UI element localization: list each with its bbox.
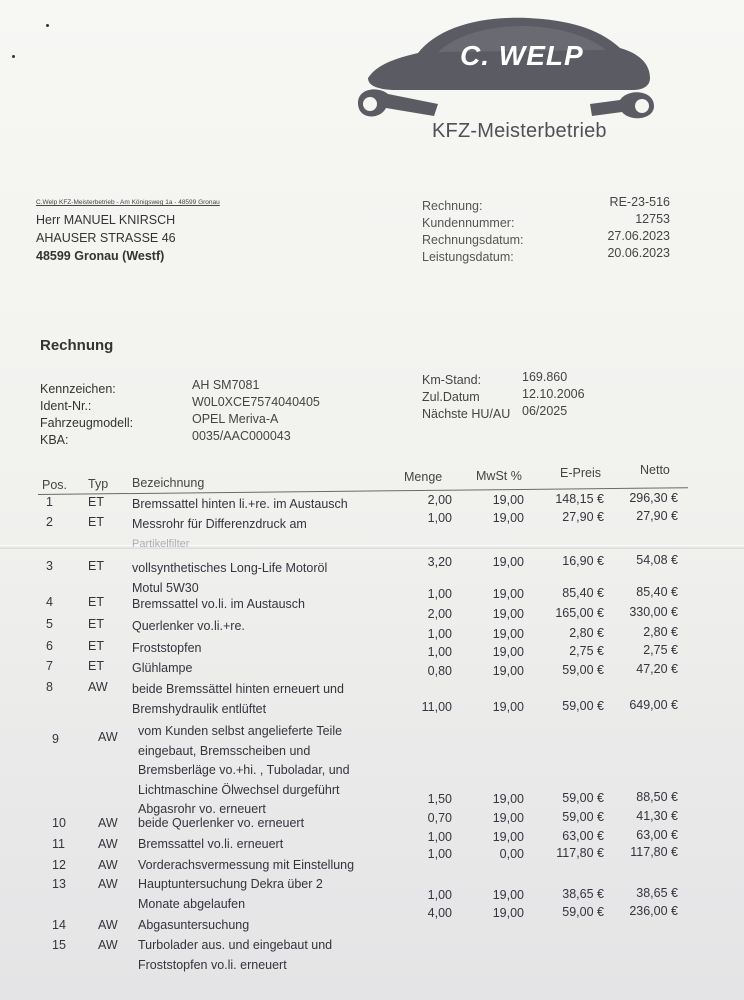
sender-address-line: C.Welp KFZ-Meisterbetrieb - Am Königsweg 1a - 48599 Gronau <box>36 199 220 206</box>
cell-netto: 27,90 € <box>636 509 678 523</box>
cell-typ: ET <box>88 617 104 631</box>
cell-menge: 0,80 <box>427 664 452 678</box>
cell-netto: 296,30 € <box>629 491 678 505</box>
desc-line: Bremshydraulik entlüftet <box>132 701 267 716</box>
invoice-date-value: 27.06.2023 <box>607 229 670 243</box>
desc-line: Partikelfilter <box>132 537 190 550</box>
cell-desc <box>138 814 304 834</box>
desc-line: Abgasuntersuchung <box>138 918 250 932</box>
cell-epreis: 59,00 € <box>562 791 604 805</box>
cell-netto: 38,65 € <box>636 886 678 900</box>
cell-menge: 4,00 <box>427 906 452 920</box>
kba-label: KBA: <box>40 433 69 447</box>
cell-desc <box>132 515 307 554</box>
cell-pos: 7 <box>46 659 53 673</box>
header-pos: Pos. <box>42 478 68 492</box>
cell-netto: 41,30 € <box>636 809 678 823</box>
next-inspection-value: 06/2025 <box>522 404 568 418</box>
cell-pos: 1 <box>46 495 53 509</box>
cell-menge: 1,00 <box>427 645 452 659</box>
cell-epreis: 59,00 € <box>562 810 604 824</box>
cell-pos: 8 <box>46 680 53 694</box>
cell-epreis: 2,75 € <box>569 644 604 658</box>
plate-label: Kennzeichen: <box>40 382 116 396</box>
service-date-label: Leistungsdatum: <box>422 250 514 264</box>
recipient-name: Herr MANUEL KNIRSCH <box>36 213 176 227</box>
cell-epreis: 59,00 € <box>562 699 604 713</box>
desc-line: Querlenker vo.li.+re. <box>132 619 245 633</box>
cell-pos: 11 <box>52 837 65 851</box>
logo-subtitle: KFZ-Meisterbetrieb <box>432 120 607 142</box>
cell-desc <box>132 617 245 637</box>
cell-desc <box>132 495 348 515</box>
header-netto: Netto <box>640 463 670 477</box>
invoice-number-label: Rechnung: <box>422 199 483 213</box>
cell-mwst: 19,00 <box>492 888 524 902</box>
cell-epreis: 85,40 € <box>562 586 604 600</box>
cell-mwst: 19,00 <box>492 511 524 525</box>
cell-netto: 85,40 € <box>636 585 678 599</box>
cell-typ: AW <box>98 918 118 932</box>
registration-date-value: 12.10.2006 <box>522 387 585 401</box>
document-title: Rechnung <box>40 337 114 354</box>
cell-desc <box>132 559 327 598</box>
desc-line: Hauptuntersuchung Dekra über 2 <box>138 877 323 891</box>
header-epreis: E-Preis <box>560 466 601 480</box>
desc-line: Monate abgelaufen <box>138 896 246 911</box>
cell-typ: ET <box>88 559 104 573</box>
cell-desc <box>138 856 354 876</box>
model-value: OPEL Meriva-A <box>192 412 279 426</box>
cell-netto: 63,00 € <box>636 828 678 842</box>
desc-line: Bremssattel hinten li.+re. im Austausch <box>132 497 348 511</box>
desc-line: Abgasrohr vo. erneuert <box>138 802 266 816</box>
cell-netto: 649,00 € <box>629 698 678 712</box>
cell-mwst: 19,00 <box>492 906 524 920</box>
cell-pos: 3 <box>46 559 53 573</box>
cell-mwst: 19,00 <box>492 645 524 659</box>
header-mwst: MwSt % <box>476 469 522 483</box>
cell-desc <box>132 659 192 679</box>
ink-speck <box>46 24 49 27</box>
recipient-city: 48599 Gronau (Westf) <box>36 249 165 263</box>
cell-mwst: 19,00 <box>492 792 524 806</box>
header-typ: Typ <box>88 477 109 491</box>
plate-value: AH SM7081 <box>192 378 260 392</box>
paper-fold <box>0 545 744 549</box>
cell-pos: 2 <box>46 515 53 529</box>
cell-epreis: 148,15 € <box>555 492 604 506</box>
cell-menge: 1,50 <box>427 792 452 806</box>
cell-netto: 88,50 € <box>636 790 678 804</box>
cell-desc <box>138 835 283 855</box>
cell-desc <box>132 595 305 615</box>
cell-pos: 5 <box>46 617 53 631</box>
cell-menge: 1,00 <box>427 587 452 601</box>
cell-netto: 330,00 € <box>629 605 678 619</box>
cell-epreis: 16,90 € <box>562 554 604 568</box>
cell-typ: AW <box>98 877 118 891</box>
cell-menge: 3,20 <box>427 555 452 569</box>
cell-mwst: 19,00 <box>492 607 524 621</box>
cell-desc <box>138 875 323 914</box>
cell-typ: ET <box>88 495 104 509</box>
desc-line: vollsynthetisches Long-Life Motoröl <box>132 561 328 575</box>
cell-typ: ET <box>88 515 104 529</box>
kba-value: 0035/AAC000043 <box>192 429 291 443</box>
cell-netto: 54,08 € <box>636 553 678 567</box>
customer-number-value: 12753 <box>635 212 670 226</box>
cell-menge: 2,00 <box>427 493 452 507</box>
desc-line: beide Bremssättel hinten erneuert und <box>132 682 344 696</box>
next-inspection-label: Nächste HU/AU <box>422 407 511 421</box>
cell-pos: 4 <box>46 595 53 609</box>
desc-line: vom Kunden selbst angelieferte Teile <box>138 724 343 738</box>
ink-speck <box>12 55 15 58</box>
cell-mwst: 19,00 <box>492 555 524 569</box>
cell-pos: 12 <box>52 858 66 872</box>
cell-mwst: 19,00 <box>492 830 524 844</box>
cell-menge: 1,00 <box>427 830 452 844</box>
cell-epreis: 117,80 € <box>556 846 604 860</box>
model-label: Fahrzeugmodell: <box>40 416 134 430</box>
cell-typ: ET <box>88 659 104 673</box>
desc-line: Messrohr für Differenzdruck am <box>132 517 307 531</box>
cell-desc <box>132 639 201 659</box>
cell-menge: 1,00 <box>427 627 452 641</box>
cell-epreis: 59,00 € <box>562 905 604 919</box>
cell-typ: AW <box>98 730 118 744</box>
cell-pos: 10 <box>52 816 66 830</box>
cell-desc <box>138 936 332 975</box>
invoice-date-label: Rechnungsdatum: <box>422 233 524 247</box>
recipient-street: AHAUSER STRASSE 46 <box>36 231 176 245</box>
cell-netto: 47,20 € <box>636 662 678 676</box>
cell-desc <box>138 916 249 936</box>
cell-menge: 1,00 <box>427 888 452 902</box>
cell-typ: AW <box>98 938 118 952</box>
cell-mwst: 19,00 <box>492 811 524 825</box>
cell-mwst: 19,00 <box>492 627 524 641</box>
desc-line: Bremssattel vo.li. erneuert <box>138 837 284 851</box>
cell-mwst: 19,00 <box>492 664 524 678</box>
km-value: 169.860 <box>522 370 568 384</box>
cell-menge: 1,00 <box>427 847 452 861</box>
desc-line: Lichtmaschine Ölwechsel durgeführt <box>138 782 340 797</box>
invoice-number-value: RE-23-516 <box>609 195 670 209</box>
cell-epreis: 165,00 € <box>555 606 604 620</box>
registration-date-label: Zul.Datum <box>422 390 480 404</box>
desc-line: Glühlampe <box>132 661 193 675</box>
cell-menge: 1,00 <box>427 511 452 525</box>
desc-line: Froststopfen <box>132 641 202 655</box>
cell-epreis: 2,80 € <box>569 626 604 640</box>
cell-desc <box>132 680 344 719</box>
cell-mwst: 0,00 <box>499 847 524 861</box>
cell-typ: AW <box>98 816 118 830</box>
desc-line: eingebaut, Bremsscheiben und <box>138 743 311 758</box>
km-label: Km-Stand: <box>422 373 482 387</box>
cell-pos: 14 <box>52 918 66 932</box>
cell-netto: 2,80 € <box>643 625 678 639</box>
cell-typ: AW <box>98 837 118 851</box>
cell-pos: 13 <box>52 877 66 891</box>
cell-typ: ET <box>88 595 104 609</box>
cell-typ: ET <box>88 639 104 653</box>
cell-menge: 2,00 <box>427 607 452 621</box>
cell-pos: 6 <box>46 639 53 653</box>
customer-number-label: Kundennummer: <box>422 216 515 230</box>
cell-pos: 15 <box>52 938 66 952</box>
desc-line: Bremsberläge vo.+hi. , Tuboladar, und <box>138 763 350 777</box>
header-desc: Bezeichnung <box>132 476 205 490</box>
cell-epreis: 63,00 € <box>562 829 604 843</box>
cell-menge: 11,00 <box>421 700 452 714</box>
cell-mwst: 19,00 <box>492 493 524 507</box>
cell-menge: 0,70 <box>427 811 452 825</box>
cell-netto: 236,00 € <box>629 904 678 918</box>
cell-typ: AW <box>98 858 118 872</box>
ident-label: Ident-Nr.: <box>40 399 92 413</box>
cell-epreis: 27,90 € <box>562 510 604 524</box>
desc-line: Motul 5W30 <box>132 580 199 595</box>
cell-epreis: 59,00 € <box>562 663 604 677</box>
cell-mwst: 19,00 <box>492 700 524 714</box>
desc-line: Froststopfen vo.li. erneuert <box>138 957 287 972</box>
desc-line: beide Querlenker vo. erneuert <box>138 816 305 830</box>
cell-typ: AW <box>88 680 108 694</box>
desc-line: Turbolader aus. und eingebaut und <box>138 938 333 952</box>
cell-pos: 9 <box>52 732 59 746</box>
ident-value: W0L0XCE7574040405 <box>192 395 320 409</box>
header-menge: Menge <box>404 470 443 484</box>
cell-mwst: 19,00 <box>492 587 524 601</box>
cell-netto: 117,80 € <box>630 845 678 859</box>
service-date-value: 20.06.2023 <box>607 246 670 260</box>
cell-epreis: 38,65 € <box>562 887 604 901</box>
logo-name: C. WELP <box>460 40 584 71</box>
cell-desc <box>138 722 350 820</box>
desc-line: Bremssattel vo.li. im Austausch <box>132 597 305 611</box>
desc-line: Vorderachsvermessung mit Einstellung <box>138 858 355 872</box>
cell-netto: 2,75 € <box>643 643 678 657</box>
